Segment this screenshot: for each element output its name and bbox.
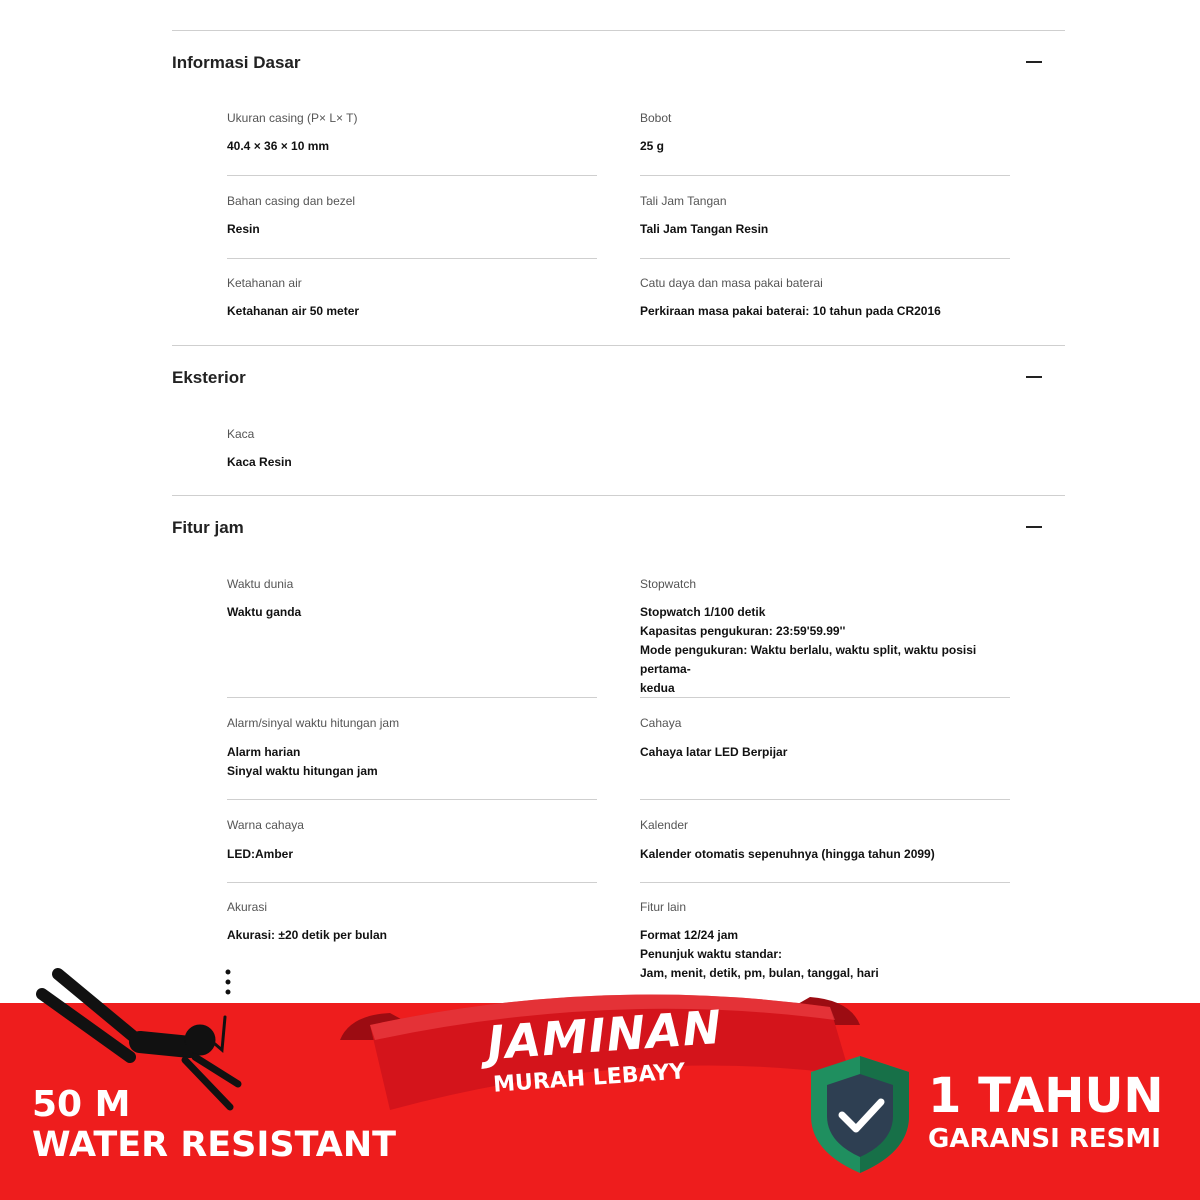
warranty-years: 1 TAHUN <box>928 1068 1164 1124</box>
spec-value: Waktu ganda <box>227 605 302 619</box>
section-divider <box>172 495 1065 496</box>
spec-label: Alarm/sinyal waktu hitungan jam <box>227 716 400 730</box>
spec-value: Kaca Resin <box>227 455 292 469</box>
spec-value: Kalender otomatis sepenuhnya (hingga tahun 2099) <box>640 847 935 861</box>
row-divider <box>640 175 1010 176</box>
spec-label: Bobot <box>640 111 672 125</box>
spec-value: Cahaya latar LED Berpijar <box>640 745 788 759</box>
row-divider <box>640 258 1010 259</box>
row-divider <box>640 882 1010 883</box>
spec-value: Ketahanan air 50 meter <box>227 304 360 318</box>
spec-label: Stopwatch <box>640 577 697 591</box>
spec-label: Cahaya <box>640 716 682 730</box>
water-resistant-label: WATER RESISTANT <box>32 1125 397 1165</box>
spec-label: Ukuran casing (P× L× T) <box>227 111 358 125</box>
spec-label: Tali Jam Tangan <box>640 194 727 208</box>
shield-check-icon <box>805 1052 915 1177</box>
spec-label: Kaca <box>227 427 255 441</box>
section-title-basic: Informasi Dasar <box>172 53 301 72</box>
section-title-features: Fitur jam <box>172 518 244 537</box>
collapse-exterior-minus-icon[interactable] <box>1026 376 1042 378</box>
section-title-exterior: Eksterior <box>172 368 246 387</box>
spec-value: Alarm harian Sinyal waktu hitungan jam <box>227 745 378 778</box>
row-divider <box>227 175 597 176</box>
row-divider <box>640 697 1010 698</box>
water-depth: 50 M <box>32 1084 131 1125</box>
spec-value: Stopwatch 1/100 detik Kapasitas pengukuran: 23:59'59.99'' Mode pengukuran: Waktu berlalu, waktu split, waktu posisi pertama- kedua <box>640 605 977 695</box>
spec-value: Perkiraan masa pakai baterai: 10 tahun pada CR2016 <box>640 304 941 318</box>
collapse-basic-minus-icon[interactable] <box>1026 61 1042 63</box>
row-divider <box>227 799 597 800</box>
spec-label: Akurasi <box>227 900 268 914</box>
row-divider <box>640 799 1010 800</box>
spec-value: 40.4 × 36 × 10 mm <box>227 139 330 153</box>
row-divider <box>227 882 597 883</box>
spec-label: Ketahanan air <box>227 276 302 290</box>
row-divider <box>227 697 597 698</box>
spec-value: Tali Jam Tangan Resin <box>640 222 769 236</box>
row-divider <box>227 258 597 259</box>
spec-label: Warna cahaya <box>227 818 304 832</box>
spec-label: Catu daya dan masa pakai baterai <box>640 276 823 290</box>
spec-value: Akurasi: ±20 detik per bulan <box>227 928 387 942</box>
spec-value: LED:Amber <box>227 847 294 861</box>
section-divider <box>172 345 1065 346</box>
ribbon-title: JAMINAN <box>485 999 724 1071</box>
ribbon-subtitle: MURAH LEBAYY <box>492 1059 687 1098</box>
section-divider <box>172 30 1065 31</box>
spec-label: Fitur lain <box>640 900 687 914</box>
spec-label: Bahan casing dan bezel <box>227 194 356 208</box>
spec-value: Resin <box>227 222 260 236</box>
collapse-features-minus-icon[interactable] <box>1026 526 1042 528</box>
spec-label: Waktu dunia <box>227 577 294 591</box>
warranty-label: GARANSI RESMI <box>928 1124 1161 1154</box>
spec-label: Kalender <box>640 818 689 832</box>
spec-value: Format 12/24 jam Penunjuk waktu standar: Jam, menit, detik, pm, bulan, tanggal, hari <box>640 928 879 980</box>
spec-value: 25 g <box>640 139 665 153</box>
